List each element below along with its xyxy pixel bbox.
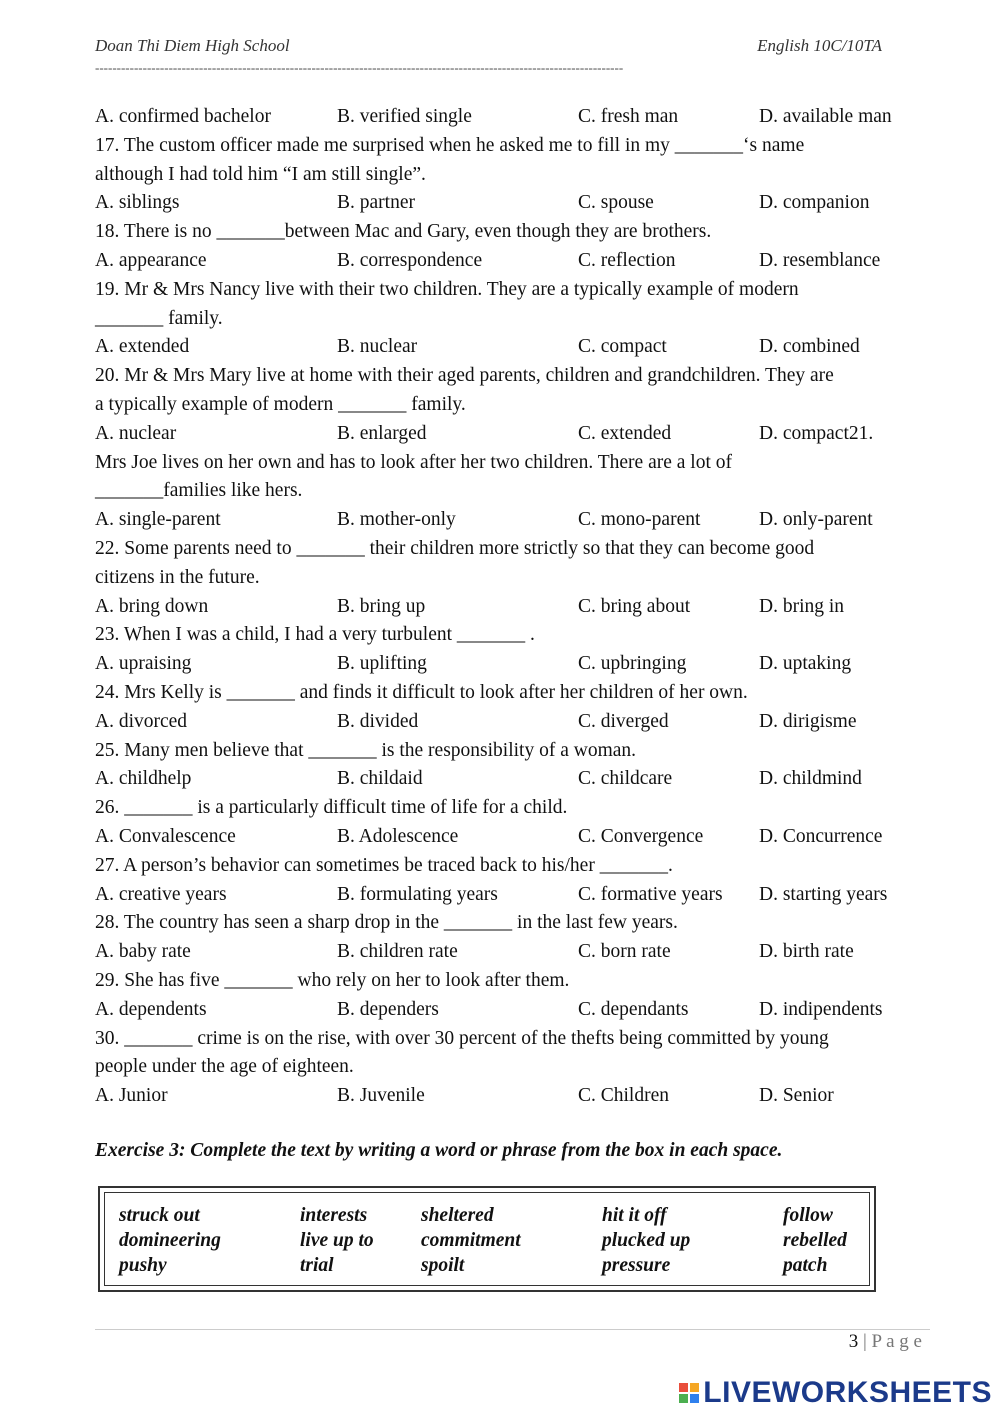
answer-option: D. Senior xyxy=(759,1085,834,1107)
answer-option: A. upraising xyxy=(95,653,192,675)
question-text: 23. When I was a child, I had a very turbulent _______ . xyxy=(95,624,535,646)
question-text: citizens in the future. xyxy=(95,566,260,588)
answer-option: B. children rate xyxy=(337,941,458,963)
answer-option: B. Adolescence xyxy=(337,825,459,847)
answer-options-row xyxy=(95,247,925,276)
logo-square xyxy=(679,1383,688,1392)
question-text: _______families like hers. xyxy=(95,480,303,502)
answer-options-row xyxy=(95,103,925,132)
answer-options-row xyxy=(95,506,925,535)
answer-options-row xyxy=(95,765,925,794)
answer-option: B. dependers xyxy=(337,998,439,1020)
answer-option: A. appearance xyxy=(95,249,207,271)
answer-option: B. mother-only xyxy=(337,509,456,531)
brand-name: LIVEWORKSHEETS xyxy=(703,1376,992,1409)
answer-option: D. childmind xyxy=(759,768,862,790)
question-text: 24. Mrs Kelly is _______ and finds it difficult to look after her children of her own. xyxy=(95,681,748,703)
question-text: 18. There is no _______between Mac and Gary, even though they are brothers. xyxy=(95,221,712,243)
answer-option: B. Juvenile xyxy=(337,1085,425,1107)
answer-options-row xyxy=(95,1082,925,1111)
question-list xyxy=(95,103,925,1111)
answer-options-row xyxy=(95,420,925,449)
question-text: a typically example of modern _______ family. xyxy=(95,393,466,415)
answer-option: D. Concurrence xyxy=(759,825,883,847)
word-box-item: hit it off xyxy=(602,1205,667,1226)
question-text: people under the age of eighteen. xyxy=(95,1056,354,1078)
answer-option: B. formulating years xyxy=(337,883,498,905)
word-box xyxy=(98,1186,876,1292)
answer-option: C. Children xyxy=(578,1085,669,1107)
answer-option: C. extended xyxy=(578,422,672,444)
answer-option: C. reflection xyxy=(578,249,676,271)
footer-divider xyxy=(95,1329,930,1330)
answer-option: D. resemblance xyxy=(759,249,881,271)
question-text: Mrs Joe lives on her own and has to look after her two children. There are a lot of xyxy=(95,451,732,473)
liveworksheets-logo-icon xyxy=(679,1383,699,1403)
answer-options-row xyxy=(95,333,925,362)
answer-option: A. creative years xyxy=(95,883,227,905)
question-text: although I had told him “I am still single”. xyxy=(95,163,426,185)
answer-option: B. verified single xyxy=(337,106,472,127)
answer-option: D. starting years xyxy=(759,883,888,905)
answer-option: B. divided xyxy=(337,710,419,732)
answer-option: D. only-parent xyxy=(759,509,873,531)
word-box-item: interests xyxy=(300,1205,368,1226)
answer-option: D. dirigisme xyxy=(759,710,857,732)
answer-option: A. Junior xyxy=(95,1085,168,1107)
answer-option: D. compact21. xyxy=(759,422,874,444)
page-number-value: 3 xyxy=(848,1331,859,1352)
question-text: 25. Many men believe that _______ is the responsibility of a woman. xyxy=(95,739,637,761)
question-text: 30. _______ crime is on the rise, with over 30 percent of the thefts being committed by young xyxy=(95,1027,829,1049)
answer-option: A. baby rate xyxy=(95,941,191,963)
word-box-item: rebelled xyxy=(783,1230,847,1251)
answer-option: C. fresh man xyxy=(578,106,679,127)
answer-option: A. bring down xyxy=(95,595,209,617)
page-number xyxy=(849,1331,922,1353)
school-name: Doan Thi Diem High School xyxy=(95,36,290,55)
answer-options-row xyxy=(95,823,925,852)
word-box-item: struck out xyxy=(119,1205,200,1226)
answer-option: B. partner xyxy=(337,192,415,214)
logo-square xyxy=(690,1383,699,1392)
answer-option: A. divorced xyxy=(95,710,188,732)
question-text: 22. Some parents need to _______ their children more strictly so that they can become good xyxy=(95,537,815,559)
answer-option: A. siblings xyxy=(95,192,180,214)
answer-option: B. correspondence xyxy=(337,249,483,271)
answer-option: D. combined xyxy=(759,336,860,358)
answer-options-row xyxy=(95,996,925,1025)
liveworksheets-brand[interactable] xyxy=(679,1376,992,1410)
page-label: | P a g e xyxy=(858,1331,922,1352)
answer-option: C. mono-parent xyxy=(578,509,701,531)
word-box-item: trial xyxy=(300,1255,334,1276)
answer-option: D. uptaking xyxy=(759,653,852,675)
answer-option: C. dependants xyxy=(578,998,689,1020)
answer-option: A. confirmed bachelor xyxy=(95,106,271,127)
answer-option: B. uplifting xyxy=(337,653,427,675)
answer-options-row xyxy=(95,189,925,218)
answer-option: A. childhelp xyxy=(95,768,192,790)
question-text: 28. The country has seen a sharp drop in the _______ in the last few years. xyxy=(95,912,678,934)
answer-option: D. companion xyxy=(759,192,870,214)
word-box-item: patch xyxy=(783,1255,828,1276)
answer-option: B. bring up xyxy=(337,595,426,617)
answer-option: D. available man xyxy=(759,106,892,127)
answer-option: A. Convalescence xyxy=(95,825,236,847)
word-box-item: plucked up xyxy=(602,1230,691,1251)
answer-option: C. diverged xyxy=(578,710,669,732)
question-text: 26. _______ is a particularly difficult time of life for a child. xyxy=(95,797,568,819)
answer-option: D. birth rate xyxy=(759,941,854,963)
logo-square xyxy=(679,1394,688,1403)
answer-option: A. single-parent xyxy=(95,509,221,531)
word-box-item: sheltered xyxy=(421,1205,494,1226)
answer-option: A. dependents xyxy=(95,998,207,1020)
answer-option: B. childaid xyxy=(337,768,423,790)
answer-option: A. extended xyxy=(95,336,190,358)
question-text: 27. A person’s behavior can sometimes be traced back to his/her _______. xyxy=(95,854,673,876)
answer-options-row xyxy=(95,593,925,622)
course-name: English 10C/10TA xyxy=(757,36,882,55)
answer-option: C. Convergence xyxy=(578,825,704,847)
answer-option: C. spouse xyxy=(578,192,654,214)
header-divider: -------------------------------------------------------------------------------------------------------------------------- xyxy=(95,60,624,75)
answer-option: C. formative years xyxy=(578,883,723,905)
answer-option: C. childcare xyxy=(578,768,673,790)
answer-option: B. enlarged xyxy=(337,422,427,444)
word-box-item: domineering xyxy=(119,1230,221,1251)
question-text: 29. She has five _______ who rely on her to look after them. xyxy=(95,969,570,991)
word-box-item: spoilt xyxy=(421,1255,465,1276)
word-box-inner xyxy=(104,1192,870,1286)
word-box-item: pushy xyxy=(119,1255,167,1276)
word-box-item: live up to xyxy=(300,1230,374,1251)
answer-options-row xyxy=(95,650,925,679)
word-grid xyxy=(119,1203,847,1278)
question-text: 19. Mr & Mrs Nancy live with their two children. They are a typically example of modern xyxy=(95,278,799,300)
answer-option: C. born rate xyxy=(578,941,671,963)
answer-option: C. upbringing xyxy=(578,653,687,675)
question-text: _______ family. xyxy=(95,307,223,329)
answer-option: B. nuclear xyxy=(337,336,418,358)
exercise-3-title: Exercise 3: Complete the text by writing a word or phrase from the box in each space. xyxy=(95,1140,783,1161)
answer-option: A. nuclear xyxy=(95,422,177,444)
answer-options-row xyxy=(95,881,925,910)
answer-option: D. indipendents xyxy=(759,998,883,1020)
word-box-item: pressure xyxy=(602,1255,671,1276)
answer-option: C. compact xyxy=(578,336,667,358)
answer-options-row xyxy=(95,938,925,967)
word-box-item: commitment xyxy=(421,1230,521,1251)
answer-options-row xyxy=(95,708,925,737)
logo-square xyxy=(690,1394,699,1403)
question-text: 17. The custom officer made me surprised when he asked me to fill in my _______‘s name xyxy=(95,134,805,156)
word-box-item: follow xyxy=(783,1205,833,1226)
answer-option: D. bring in xyxy=(759,595,845,617)
answer-option: C. bring about xyxy=(578,595,691,617)
question-text: 20. Mr & Mrs Mary live at home with their aged parents, children and grandchildren. They are xyxy=(95,365,834,387)
